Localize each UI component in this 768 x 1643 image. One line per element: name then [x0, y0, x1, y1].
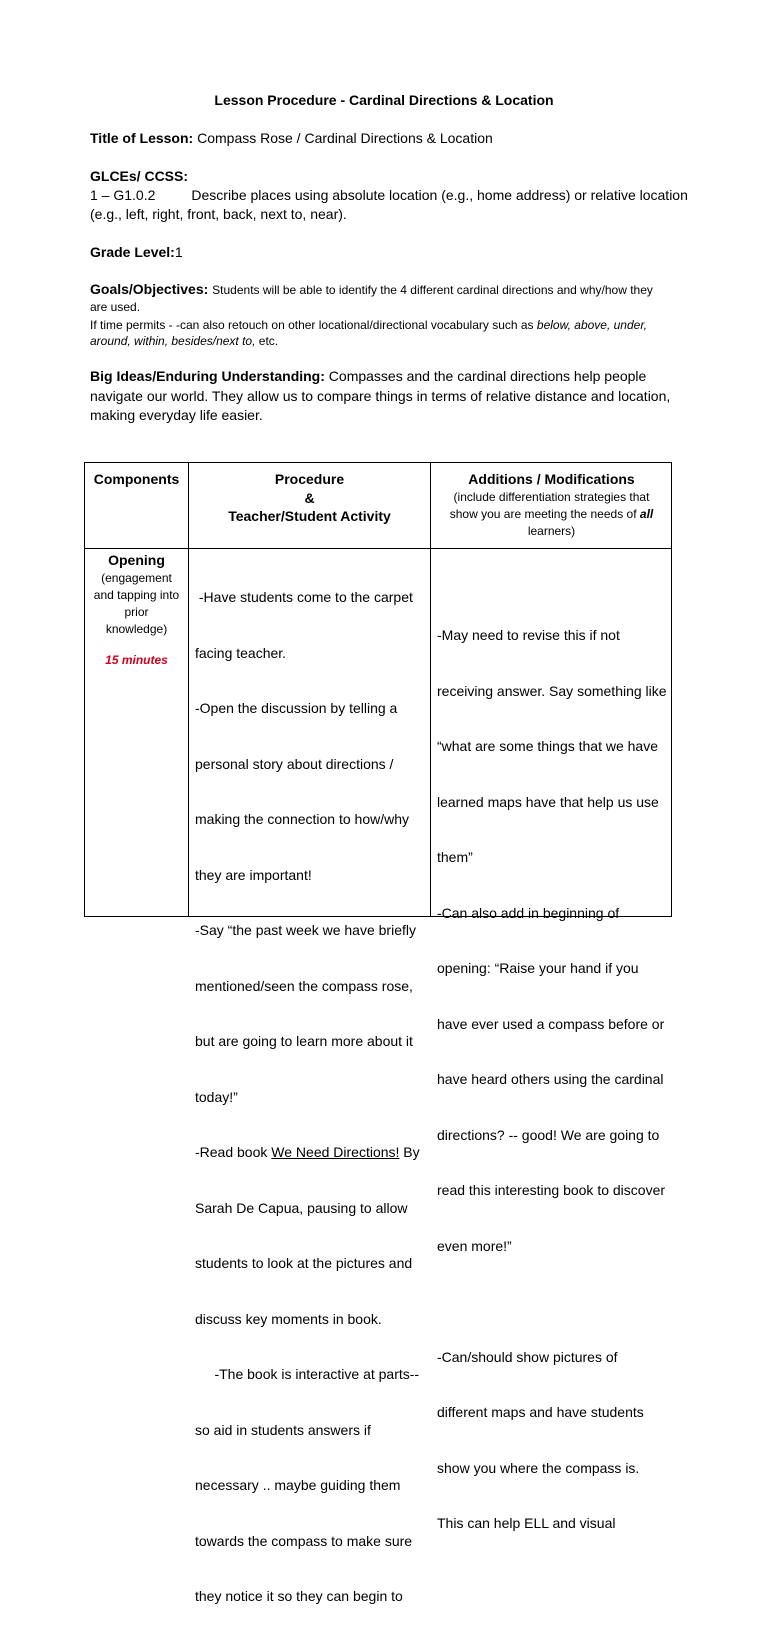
header-procedure-line-2: & — [304, 489, 315, 506]
goals-text-3-italic: below, above, under, — [536, 318, 647, 332]
goals-text-1: Students will be able to identify the 4 different cardinal directions and why/how they — [212, 283, 653, 297]
header-components: Components — [93, 471, 180, 487]
procedure-line: facing teacher. — [195, 644, 287, 661]
big-ideas-text-3: making everyday life easier. — [90, 407, 263, 423]
goals-label: Goals/Objectives: — [90, 281, 209, 297]
goals-text-4-plain: etc. — [258, 334, 279, 348]
procedure-line: personal story about directions / — [195, 755, 394, 772]
procedure-cell — [195, 551, 429, 1643]
goals-text-4 — [90, 333, 690, 350]
header-additions-sub-3: learners) — [527, 523, 576, 538]
table-col-divider-1 — [188, 463, 189, 916]
grade-label: Grade Level: — [90, 244, 175, 260]
big-ideas-row — [90, 367, 690, 386]
document-title: Lesson Procedure - Cardinal Directions & Location — [214, 92, 554, 108]
grade-level-row — [90, 243, 690, 262]
procedure-line: -The book is interactive at parts-- — [195, 1366, 420, 1382]
additions-line: -May need to revise this if not — [437, 627, 620, 643]
procedure-line: -Say “the past week we have briefly — [195, 922, 416, 938]
additions-line: learned maps have that help us use — [437, 793, 659, 810]
procedure-line: making the connection to how/why — [195, 811, 410, 827]
lesson-title-label: Title of Lesson: — [90, 130, 194, 146]
header-additions-sub-all: all — [639, 506, 654, 521]
table-header-divider — [85, 548, 671, 549]
opening-label: Opening — [108, 552, 165, 568]
procedure-line: students to look at the pictures and — [195, 1255, 413, 1271]
grade-value: 1 — [174, 244, 183, 260]
lesson-table — [84, 462, 672, 1604]
additions-line: have ever used a compass before or — [437, 1015, 665, 1032]
procedure-line: Sarah De Capua, pausing to allow — [195, 1199, 408, 1216]
goals-text-2: are used. — [90, 300, 141, 314]
additions-line: different maps and have students — [437, 1404, 644, 1420]
header-additions-sub-2-text: show you are meeting the needs of — [449, 506, 637, 521]
procedure-line: so aid in students answers if — [195, 1421, 371, 1438]
additions-line — [437, 1292, 671, 1311]
header-procedure-line-3: Teacher/Student Activity — [228, 508, 391, 524]
procedure-line: they notice it so they can begin to — [195, 1588, 403, 1604]
procedure-book-pre: -Read book — [195, 1144, 272, 1160]
procedure-line: necessary .. maybe guiding them — [195, 1477, 401, 1493]
additions-line: even more!” — [437, 1237, 512, 1254]
header-additions — [431, 470, 672, 540]
header-additions-sub-2 — [431, 506, 672, 523]
additions-line: receiving answer. Say something like — [437, 682, 667, 699]
lesson-title-value: Compass Rose / Cardinal Directions & Location — [197, 130, 493, 146]
header-additions-title: Additions / Modifications — [468, 471, 635, 487]
additions-line: have heard others using the cardinal — [437, 1071, 664, 1087]
big-ideas-text-1: Compasses and the cardinal directions help people — [328, 368, 647, 384]
goals-text-3-plain: If time permits - -can also retouch on other locational/directional vocabulary such as — [90, 318, 534, 332]
additions-line: opening: “Raise your hand if you — [437, 960, 639, 976]
glce-text-2: (e.g., left, right, front, back, next to, near). — [90, 206, 347, 222]
procedure-book-title: We Need Directions! — [271, 1144, 400, 1160]
header-procedure-line-1: Procedure — [274, 471, 345, 487]
additions-line: them” — [437, 849, 473, 865]
procedure-line: mentioned/seen the compass rose, — [195, 977, 413, 994]
additions-line: read this interesting book to discover — [437, 1182, 666, 1198]
big-ideas-text-2: navigate our world. They allow us to compare things in terms of relative distance and location, — [90, 388, 671, 404]
big-ideas-label: Big Ideas/Enduring Understanding: — [90, 368, 325, 384]
lesson-title-row — [90, 129, 690, 148]
goals-text-4-italic: around, within, besides/next to, — [90, 334, 256, 348]
additions-line: This can help ELL and visual — [437, 1515, 616, 1531]
glce-label: GLCEs/ CCSS: — [90, 168, 189, 184]
procedure-line: -Have students come to the carpet — [195, 589, 413, 605]
header-procedure — [189, 470, 430, 526]
additions-cell — [437, 589, 671, 1570]
procedure-line: they are important! — [195, 866, 312, 883]
opening-component — [85, 551, 188, 669]
opening-desc-2: and tapping into — [93, 587, 180, 602]
opening-time: 15 minutes — [105, 652, 168, 667]
procedure-line: towards the compass to make sure — [195, 1532, 413, 1549]
additions-line: directions? -- good! We are going to — [437, 1126, 660, 1143]
additions-line: show you where the compass is. — [437, 1459, 640, 1476]
goals-row — [90, 280, 690, 299]
opening-desc-3: prior — [124, 604, 149, 619]
procedure-line: today!” — [195, 1088, 238, 1105]
procedure-book-line — [195, 1143, 429, 1162]
procedure-line: but are going to learn more about it — [195, 1033, 413, 1049]
opening-desc-4: knowledge) — [105, 621, 168, 636]
glce-text-1: Describe places using absolute location (e.g., home address) or relative location — [191, 187, 688, 203]
glce-code: 1 – G1.0.2 — [90, 187, 156, 203]
additions-line: “what are some things that we have — [437, 738, 659, 754]
additions-line: -Can/should show pictures of — [437, 1348, 618, 1365]
header-additions-sub-1: (include differentiation strategies that — [453, 489, 650, 504]
procedure-line: -Open the discussion by telling a — [195, 700, 398, 716]
glce-line-1 — [90, 186, 690, 205]
goals-text-3 — [90, 317, 690, 334]
procedure-line: discuss key moments in book. — [195, 1310, 382, 1327]
procedure-book-post: By — [399, 1144, 420, 1160]
additions-line: -Can also add in beginning of — [437, 904, 620, 921]
opening-desc-1: (engagement — [101, 570, 172, 585]
